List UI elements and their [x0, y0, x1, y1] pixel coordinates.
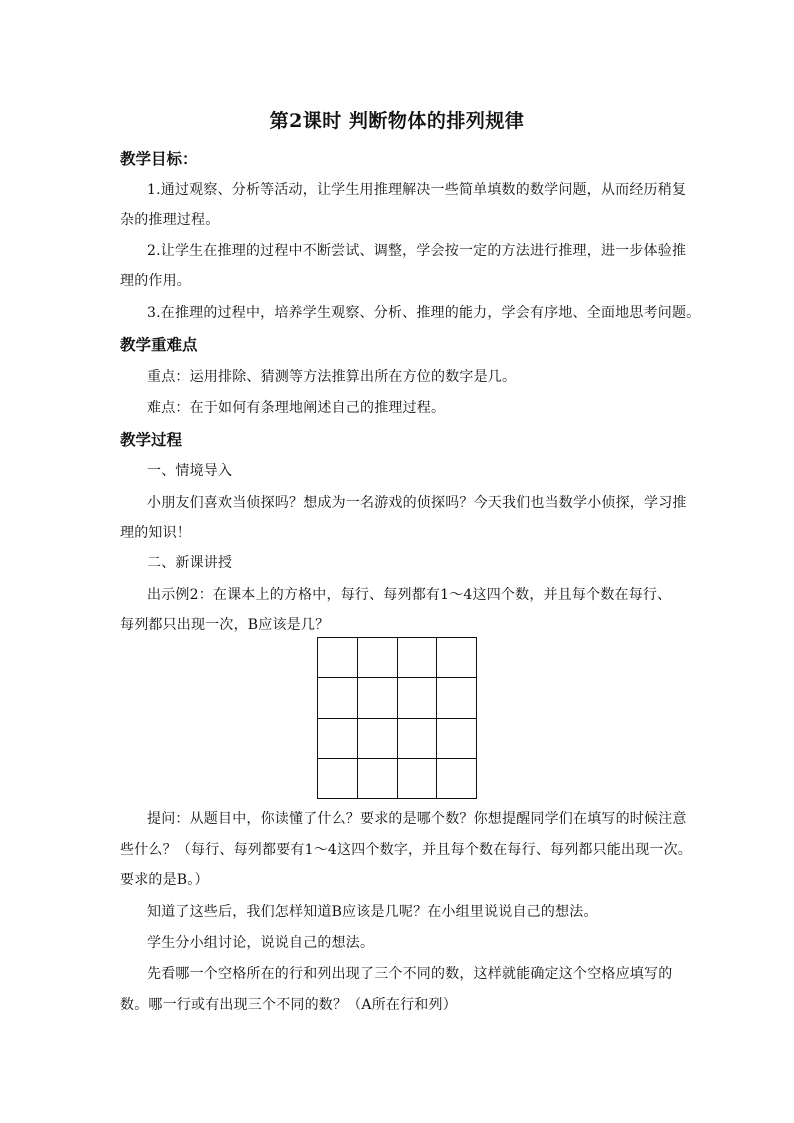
section-1-heading: 一、情境导入: [147, 463, 233, 479]
process-heading: 教学过程: [120, 430, 183, 449]
grid-cell: [318, 678, 358, 718]
section-2-heading: 二、新课讲授: [147, 555, 233, 571]
grid-cell: [398, 719, 438, 759]
grid-cell: [318, 719, 358, 759]
first-line-1: 先看哪一个空格所在的行和列出现了三个不同的数，这样就能确定这个空格应填写的: [147, 966, 673, 982]
grid-cell: [437, 638, 477, 678]
intro-line-1: 小朋友们喜欢当侦探吗？想成为一名游戏的侦探吗？今天我们也当数学小侦探，学习推: [147, 495, 687, 511]
objective-2-line-1: 2.让学生在推理的过程中不断尝试、调整，学会按一定的方法进行推理，进一步体验推: [147, 243, 687, 259]
key-point-focus: 重点：运用排除、猜测等方法推算出所在方位的数字是几。: [147, 369, 517, 385]
grid-cell: [318, 759, 358, 799]
grid-cell: [437, 759, 477, 799]
objective-1-line-2: 杂的推理过程。: [120, 212, 220, 228]
know-line: 知道了这些后，我们怎样知道B应该是几呢？在小组里说说自己的想法。: [147, 904, 598, 920]
grid-cell: [437, 678, 477, 718]
grid-cell: [358, 719, 398, 759]
number-grid: [317, 637, 477, 799]
grid-cell: [398, 678, 438, 718]
objective-3-line-1: 3.在推理的过程中，培养学生观察、分析、推理的能力，学会有序地、全面地思考问题。: [147, 305, 701, 321]
lesson-title: 第2课时 判断物体的排列规律: [269, 110, 525, 132]
grid-cell: [398, 638, 438, 678]
grid-cell: [437, 719, 477, 759]
objectives-heading: 教学目标：: [120, 149, 198, 168]
grid-cell: [318, 638, 358, 678]
question-line-2: 些什么？（每行、每列都要有1～4这四个数字，并且每个数在每行、每列都只能出现一次。: [120, 842, 693, 858]
example-line-1: 出示例2：在课本上的方格中，每行、每列都有1～4这四个数，并且每个数在每行、: [147, 587, 672, 603]
first-line-2: 数。哪一行或有出现三个不同的数？（A所在行和列）: [120, 997, 457, 1013]
intro-line-2: 理的知识！: [120, 525, 191, 541]
example-line-2: 每列都只出现一次，B应该是几？: [120, 617, 330, 633]
grid-cell: [358, 759, 398, 799]
question-line-3: 要求的是B。）: [120, 872, 209, 888]
grid-cell: [358, 638, 398, 678]
grid-cell: [398, 759, 438, 799]
question-line-1: 提问：从题目中，你读懂了什么？要求的是哪个数？你想提醒同学们在填写的时候注意: [147, 811, 687, 827]
key-points-heading: 教学重难点: [120, 335, 198, 354]
key-point-difficulty: 难点：在于如何有条理地阐述自己的推理过程。: [147, 400, 446, 416]
grid-cell: [358, 678, 398, 718]
discuss-line: 学生分小组讨论，说说自己的想法。: [147, 935, 375, 951]
objective-1-line-1: 1.通过观察、分析等活动，让学生用推理解决一些简单填数的数学问题，从而经历稍复: [147, 182, 687, 198]
objective-2-line-2: 理的作用。: [120, 273, 191, 289]
